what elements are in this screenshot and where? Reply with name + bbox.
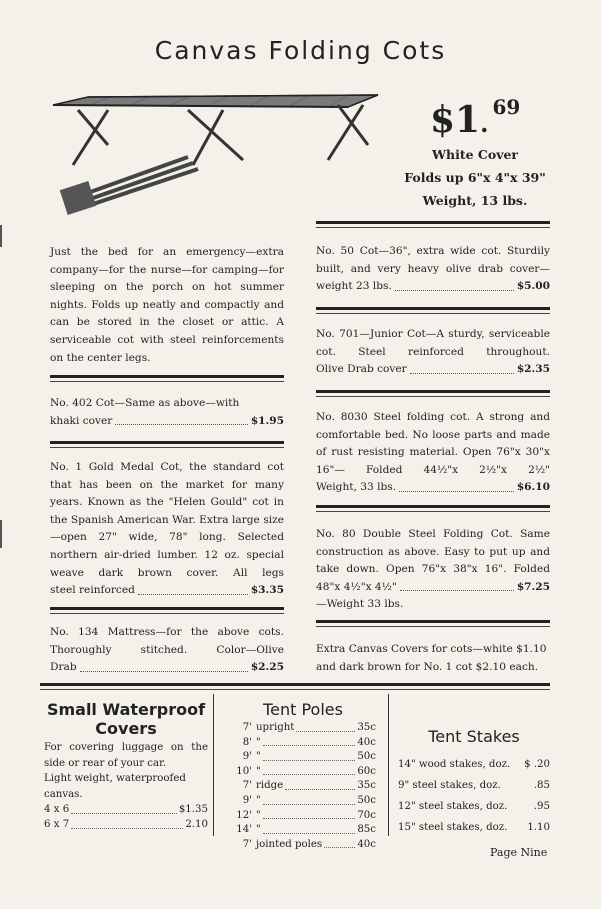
tent-pole-item: 8' " 40c [242, 736, 376, 748]
divider [316, 307, 550, 310]
waterproof-title: Small Waterproof [46, 700, 206, 719]
list-item: 4 x 6 $1.35 [44, 804, 208, 816]
cot-description: Just the bed for an emergency—extra company—for the nurse—for camping—for sleeping on the porch on hot summer nights. Folds up neatly and compactly and can be stored in the closet or attic. A serviceable cot with steel reinforcements on the center legs. [50, 246, 284, 364]
no134-price: $2.25 [250, 661, 284, 674]
divider [40, 683, 550, 686]
divider [316, 390, 550, 393]
no1-price: $3.35 [250, 584, 284, 597]
divider [50, 381, 284, 382]
divider [316, 620, 550, 623]
tent-pole-item: 10' " 60c [236, 765, 376, 777]
waterproof-covers-section: Small Waterproof Covers For covering luggage on the side or rear of your car. Light weight, waterproofed canvas. 4 x 6 $1.35 6 x 7 2.10 [44, 700, 208, 833]
no8030-price: $6.10 [516, 481, 550, 494]
divider [316, 511, 550, 512]
no50-price: $5.00 [516, 280, 550, 293]
page-edge-mark [0, 520, 2, 548]
no80-entry: No. 80 Double Steel Folding Cot. Same construction as above. Easy to put up and take down. Open 76"x 38"x 16". Folded 48"x 4½"x 4½" $7.25 —Weight 33 lbs. [316, 528, 550, 611]
tent-pole-item: 12' " 70c [236, 809, 376, 821]
spec-line: Weight, 13 lbs. [422, 193, 528, 208]
tent-stakes-title: Tent Stakes [428, 727, 520, 746]
no402-entry: No. 402 Cot—Same as above—with khaki cover $1.95 [50, 395, 284, 430]
column-divider [213, 694, 214, 836]
column-divider [388, 694, 389, 836]
tent-stakes-list [398, 754, 550, 838]
page-title: Canvas Folding Cots [154, 36, 447, 65]
tent-stake-item: 9" steel stakes, doz. .85 [398, 780, 550, 791]
extra-covers-note: Extra Canvas Covers for cots—white $1.10 and dark brown for No. 1 cot $2.10 each. [316, 643, 547, 673]
tent-pole-item: 14' " 85c [236, 824, 376, 836]
tent-stake-item: 15" steel stakes, doz. 1.10 [398, 822, 550, 833]
tent-poles-title: Tent Poles [263, 700, 343, 719]
divider [50, 613, 284, 614]
divider [50, 447, 284, 448]
no8030-entry: No. 8030 Steel folding cot. A strong and comfortable bed. No loose parts and made of rust resisting material. Open 76"x 30"x 16"— Folded 44½"x 2½"x 2½" Weight, 33 lbs. $6.10 [316, 409, 550, 497]
no402-price: $1.95 [250, 414, 284, 427]
no134-entry: No. 134 Mattress—for the above cots. Thoroughly stitched. Color—Olive Drab $2.25 [50, 624, 284, 677]
no701-price: $2.35 [516, 363, 550, 376]
divider [316, 313, 550, 314]
divider [50, 375, 284, 378]
divider [40, 689, 550, 690]
tent-pole-item: 7' ridge 35c [242, 780, 376, 792]
tent-stake-item: 12" steel stakes, doz. .95 [398, 801, 550, 812]
divider [50, 607, 284, 610]
main-price: $1.69 [430, 95, 521, 141]
divider [316, 396, 550, 397]
cot-specs [400, 143, 550, 212]
divider [316, 227, 550, 228]
divider [316, 626, 550, 627]
tent-poles-list [230, 721, 376, 852]
tent-poles-section [230, 700, 376, 852]
spec-line: Folds up 6"x 4"x 39" [404, 170, 546, 185]
no701-entry: No. 701—Junior Cot—A sturdy, serviceable cot. Steel reinforced throughout. Olive Drab cover $2.35 [316, 326, 550, 379]
divider [316, 221, 550, 224]
tent-pole-item: 9' " 50c [242, 751, 376, 763]
no80-price: $7.25 [516, 580, 550, 593]
list-item: 6 x 7 2.10 [44, 818, 208, 830]
tent-pole-item: 9' " 50c [242, 794, 376, 806]
folding-cot-illustration [48, 85, 388, 215]
no50-entry: No. 50 Cot—36", extra wide cot. Sturdily built, and very heavy olive drab cover— weight 23 lbs. $5.00 [316, 243, 550, 296]
no1-entry: No. 1 Gold Medal Cot, the standard cot that has been on the market for many years. Known as the "Helen Gould" cot in the Spanish American War. Extra large size—open 27" wide, 78" long. Selected northern air-dried lumber. 12 oz. special weave dark brown cover. All legs steel reinforced $3.35 [50, 459, 284, 600]
page-edge-mark [0, 225, 2, 247]
tent-stake-item: 14" wood stakes, doz. $ .20 [398, 759, 550, 770]
tent-pole-item: 7' jointed poles 40c [242, 838, 376, 850]
divider [316, 505, 550, 508]
page-number: Page Nine [490, 846, 548, 859]
tent-stakes-section [398, 727, 550, 838]
tent-pole-item: 7' upright 35c [242, 722, 376, 733]
divider [50, 441, 284, 444]
spec-line: White Cover [431, 147, 519, 162]
